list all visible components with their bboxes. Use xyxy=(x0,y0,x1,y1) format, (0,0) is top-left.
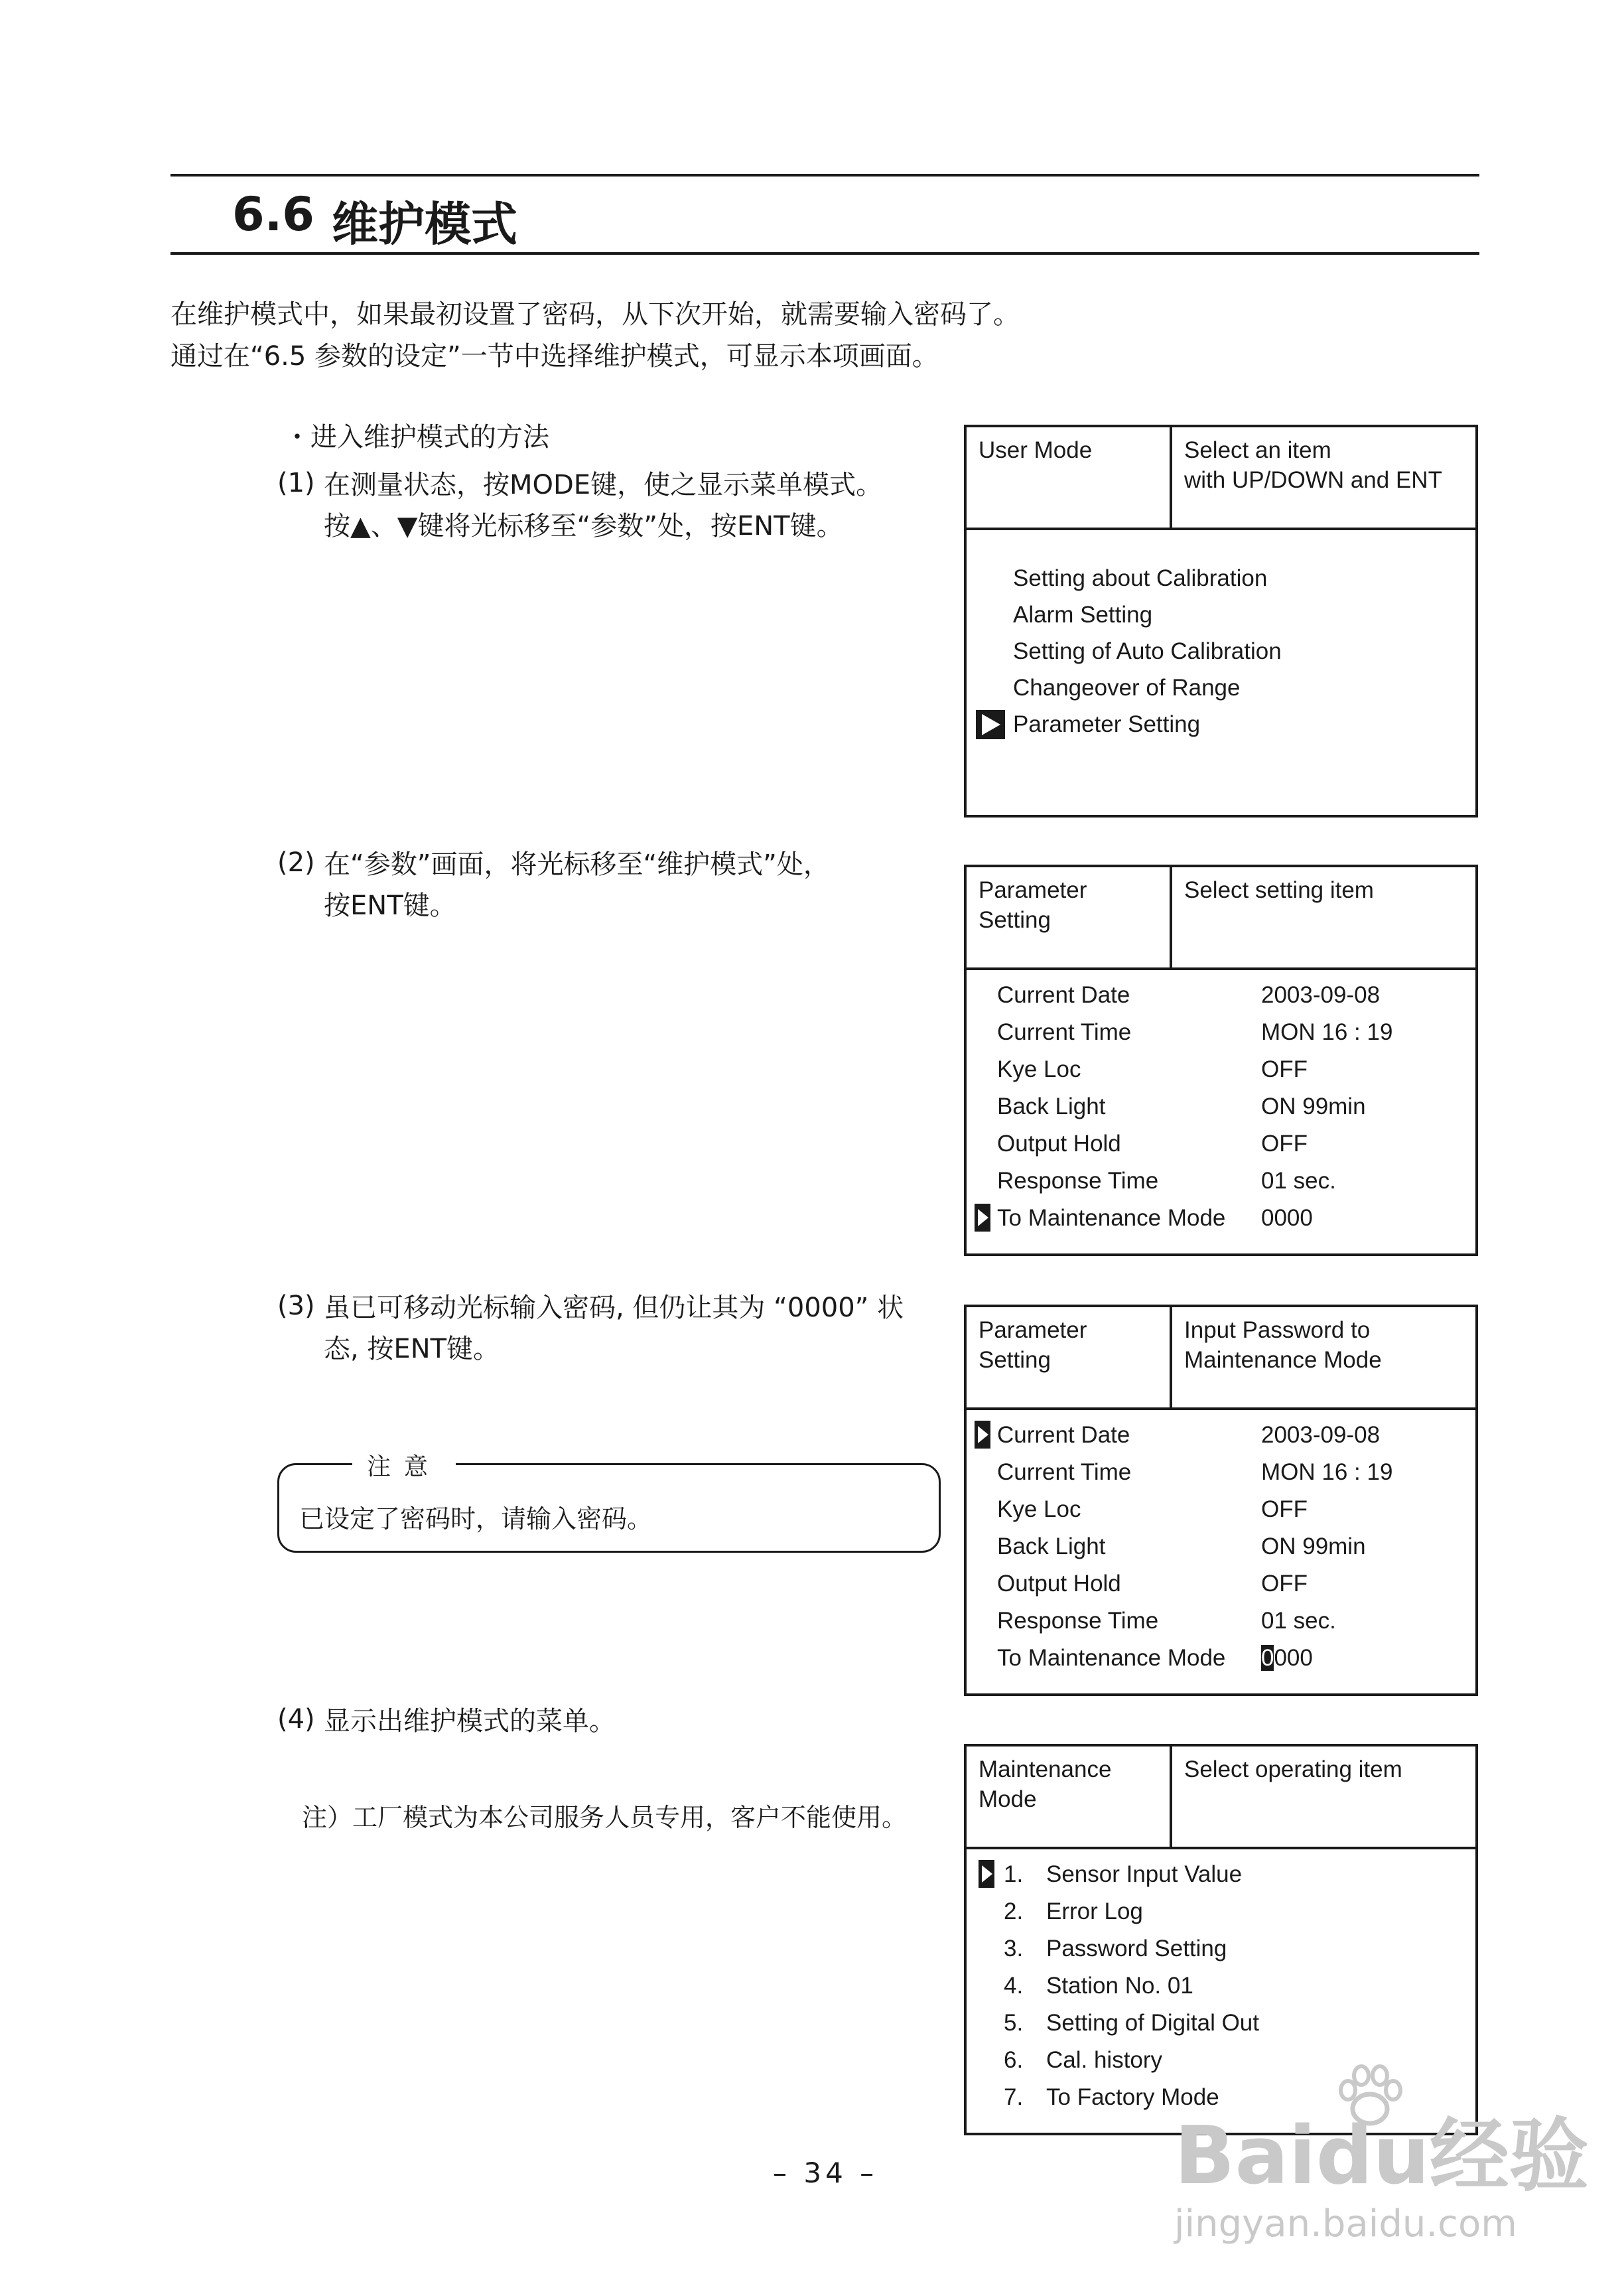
section-title: 维护模式 xyxy=(332,197,517,251)
param-label: Back Light xyxy=(997,1094,1106,1119)
password-cursor-digit[interactable]: 0 xyxy=(1261,1645,1274,1671)
param-value: OFF xyxy=(1261,1056,1308,1082)
param-label: Kye Loc xyxy=(997,1056,1081,1082)
param-value: OFF xyxy=(1261,1571,1308,1597)
param-label: Current Date xyxy=(997,1422,1130,1448)
menu-item-number: 4. xyxy=(1004,1973,1024,1999)
menu-item-selected[interactable]: Parameter Setting xyxy=(1013,711,1201,737)
header-right-line-1: Input Password to xyxy=(1184,1317,1371,1343)
menu-item-selected[interactable]: Sensor Input Value xyxy=(1046,1861,1243,1887)
password-digits: 000 xyxy=(1274,1645,1313,1671)
param-label: To Maintenance Mode xyxy=(997,1645,1226,1671)
screen-header-left xyxy=(979,1754,1164,1814)
screen-header xyxy=(967,1307,1475,1410)
screen-header-right: Select operating item xyxy=(1184,1756,1402,1782)
menu-item-number: 2. xyxy=(1004,1898,1024,1924)
header-divider xyxy=(1170,1307,1172,1407)
menu-item[interactable]: Setting of Auto Calibration xyxy=(1013,638,1282,664)
menu-item-number: 6. xyxy=(1004,2047,1024,2073)
method-heading: ・进入维护模式的方法 xyxy=(284,422,549,453)
menu-item[interactable]: Cal. history xyxy=(1046,2047,1163,2073)
param-label: Response Time xyxy=(997,1608,1159,1634)
param-label: Kye Loc xyxy=(997,1496,1081,1522)
screen-header xyxy=(967,1746,1475,1849)
menu-item-number: 1. xyxy=(1004,1861,1024,1887)
header-left-line-1: Maintenance xyxy=(979,1756,1112,1782)
step-2-text xyxy=(324,844,921,926)
param-label: Output Hold xyxy=(997,1571,1121,1597)
header-divider xyxy=(1170,427,1172,528)
step-2-line-2: 按ENT键。 xyxy=(324,891,456,921)
step-1-text xyxy=(324,464,921,547)
param-value: 01 sec. xyxy=(1261,1608,1336,1634)
screen-header xyxy=(967,867,1475,970)
cursor-arrow-icon xyxy=(979,1860,994,1888)
step-1-line-2: 按▲、▼键将光标移至“参数”处，按ENT键。 xyxy=(324,511,843,541)
step-1-line-1: 在测量状态，按MODE键，使之显示菜单模式。 xyxy=(324,470,883,500)
header-left-line-2: Setting xyxy=(979,1347,1051,1373)
caution-box xyxy=(277,1453,941,1553)
cursor-arrow-icon xyxy=(975,1421,990,1449)
param-value: 01 sec. xyxy=(1261,1168,1336,1194)
intro-line-2: 通过在“6.5 参数的设定”一节中选择维护模式，可显示本项画面。 xyxy=(170,341,939,372)
screen-header-left xyxy=(979,1315,1164,1375)
step-1-number: (1) xyxy=(277,468,315,498)
param-value: OFF xyxy=(1261,1496,1308,1522)
password-input[interactable] xyxy=(1261,1643,1313,1673)
param-label: Current Time xyxy=(997,1019,1132,1045)
watermark-brand: Baidu经验 xyxy=(1174,2110,1589,2202)
menu-item[interactable]: Station No. 01 xyxy=(1046,1973,1193,1999)
page-number: – 34 – xyxy=(773,2157,878,2189)
header-left-line-2: Mode xyxy=(979,1786,1037,1812)
step-2-number: (2) xyxy=(277,847,315,878)
menu-item[interactable]: Password Setting xyxy=(1046,1936,1227,1961)
param-label: Current Date xyxy=(997,982,1130,1008)
param-value: MON 16 : 19 xyxy=(1261,1459,1393,1485)
menu-item-number: 7. xyxy=(1004,2084,1024,2110)
param-value: 2003-09-08 xyxy=(1261,1422,1381,1448)
screen-password-input xyxy=(964,1305,1478,1696)
param-label: Response Time xyxy=(997,1168,1159,1194)
screen-user-mode xyxy=(964,425,1478,818)
watermark-url: jingyan.baidu.com xyxy=(1174,2202,1517,2245)
menu-item[interactable]: Error Log xyxy=(1046,1898,1143,1924)
menu-item-number: 5. xyxy=(1004,2010,1024,2036)
param-value: ON 99min xyxy=(1261,1533,1366,1559)
step-3-number: (3) xyxy=(277,1291,315,1321)
header-right-line-2: Maintenance Mode xyxy=(1184,1347,1382,1373)
step-4-line-1: 显示出维护模式的菜单。 xyxy=(324,1706,616,1737)
menu-item[interactable]: To Factory Mode xyxy=(1046,2084,1219,2110)
param-value: OFF xyxy=(1261,1131,1308,1157)
screen-header xyxy=(967,427,1475,530)
param-label: Back Light xyxy=(997,1533,1106,1559)
header-left-line-2: Setting xyxy=(979,907,1051,933)
cursor-arrow-icon xyxy=(975,1204,990,1232)
screen-header-right xyxy=(1184,1315,1476,1375)
header-right-line-2: with UP/DOWN and ENT xyxy=(1184,467,1442,493)
screen-header-right: Select setting item xyxy=(1184,877,1374,903)
section-number: 6.6 xyxy=(232,187,315,242)
menu-item-number: 3. xyxy=(1004,1936,1024,1961)
step-3-text xyxy=(324,1287,921,1370)
screen-header-left xyxy=(979,875,1164,935)
paw-logo-icon xyxy=(1333,2064,1406,2130)
step-2-line-1: 在“参数”画面，将光标移至“维护模式”处， xyxy=(324,849,830,880)
header-left-line-1: Parameter xyxy=(979,877,1087,903)
header-divider xyxy=(1170,867,1172,967)
header-right-line-1: Select an item xyxy=(1184,437,1331,463)
param-label-selected[interactable]: To Maintenance Mode xyxy=(997,1205,1226,1231)
screen-parameter-setting xyxy=(964,865,1478,1256)
screen-header-right xyxy=(1184,435,1476,495)
menu-item[interactable]: Alarm Setting xyxy=(1013,602,1153,628)
factory-mode-footnote: 注）工厂模式为本公司服务人员专用，客户不能使用。 xyxy=(302,1803,908,1832)
header-divider xyxy=(1170,1746,1172,1847)
caution-title: 注意 xyxy=(352,1448,456,1482)
bottom-rule xyxy=(170,252,1479,255)
param-value: ON 99min xyxy=(1261,1094,1366,1119)
cursor-arrow-icon xyxy=(976,710,1005,739)
step-4-text xyxy=(324,1701,921,1742)
caution-text: 已设定了密码时，请输入密码。 xyxy=(299,1504,653,1533)
screen-header-left: User Mode xyxy=(979,437,1093,463)
step-3-line-1: 虽已可移动光标输入密码, 但仍让其为 “0000” 状 xyxy=(324,1293,904,1323)
intro-line-1: 在维护模式中，如果最初设置了密码，从下次开始，就需要输入密码了。 xyxy=(170,299,1020,330)
menu-item[interactable]: Setting about Calibration xyxy=(1013,565,1268,591)
param-value: MON 16 : 19 xyxy=(1261,1019,1393,1045)
param-label: Current Time xyxy=(997,1459,1132,1485)
param-label: Output Hold xyxy=(997,1131,1121,1157)
param-value: 2003-09-08 xyxy=(1261,982,1381,1008)
menu-item[interactable]: Changeover of Range xyxy=(1013,675,1241,701)
step-4-number: (4) xyxy=(277,1704,315,1735)
step-3-line-2: 态, 按ENT键。 xyxy=(324,1334,500,1364)
param-value: 0000 xyxy=(1261,1205,1313,1231)
header-left-line-1: Parameter xyxy=(979,1317,1087,1343)
top-rule xyxy=(170,174,1479,177)
menu-item[interactable]: Setting of Digital Out xyxy=(1046,2010,1259,2036)
